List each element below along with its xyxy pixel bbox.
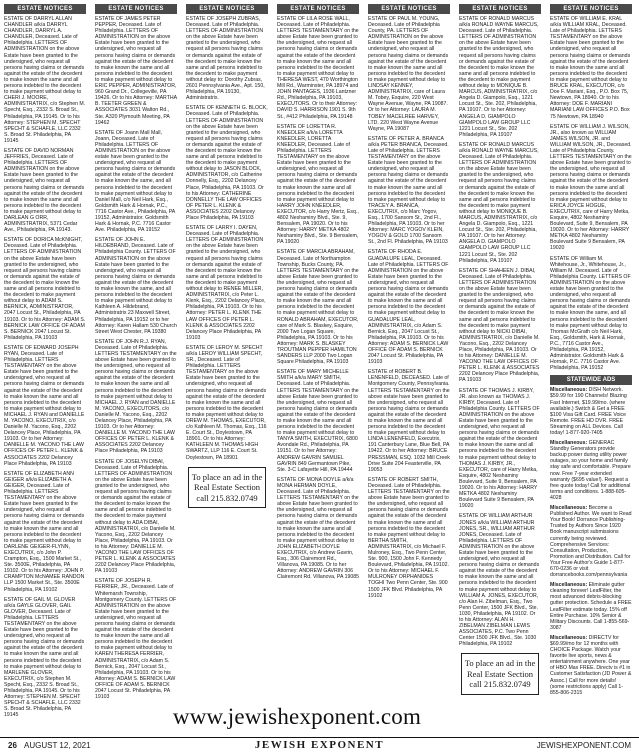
column-4	[277, 4, 359, 694]
statewide-ads-header: STATEWIDE ADS	[550, 375, 632, 385]
footer-website[interactable]: JEWISHEXPONENT.COM	[536, 741, 631, 750]
column-header: ESTATE NOTICES	[550, 4, 632, 14]
estate-notice: ESTATE OF RONALD MARCUS a/k/a RONALD WAYNE MARCUS, Deceased. Late of Philadelphia. LETTERS OF ADMINISTRATION on the above Estate have been granted to the undersigned, who request all persons having claims or demands against the estate of the decedent to make known the same and all persons indebted to the decedent to make payment without delay to MONIQUE B. MARCUS, ADMINISTRATRIX, c/o Angela D. Giampolo, Esq., 1221 Locust St., Ste. 202, Philadelphia, PA 19107. Or to her Attorney: ANGELA D. GIAMPOLO GIAMPOLO LAW GROUP LLC 1221 Locust St., Ste. 202 Philadelphia, PA 19107	[459, 141, 539, 264]
estate-notice: ESTATE OF SHAHEEN J. DIBAI, Deceased. Late of Philadelphia. LETTERS OF ADMINISTRATION on the above Estate have been granted to the undersigned, who request all persons having claims or demands against the estate of the decedent to make known the same and all persons indebted to the decedent to make payment without delay to NICKI DIBAI, ADMINISTRATRIX, c/o Danielle M. Yacono, Esq., 2202 Delancey Place, Philadelphia, PA 19103. Or to his Attorney: DANIELLE M. YACONO THE LAW OFFICES OF PETER L. KLENK & ASSOCIATES 2202 Delancey Place Philadelphia, PA 19103	[459, 267, 540, 384]
estate-notice: ESTATE OF MONA DOYLE a/k/a MONA HERMAN DOYLE, Deceased. Late of Philadelphia. LETTERS TESTAMENTARY on the above Estate have been granted to the undersigned, who request all persons having claims or demands against the estate of the decedent to make known the same and all persons indebted to the decedent to make payment without delay to JOHN ELIZABETH DOYLE EXECUTRIX, c/o Andrew Gavrin, Esq., 306 Clairemont Rd., Villanova, PA 19085. Or to her Attorney: ANDREW GAVRIN 306 Clairemont Rd. Villanova, PA 19085	[277, 476, 359, 581]
estate-notice: ESTATE OF PAUL M. YOUNG, Deceased. Late of Philadelphia County, PA. LETTERS OF ADMINISTRATION on the above Estate have been granted to the undersigned, who request all persons having claims or demands against the estate of the decedent to make known the same and all persons indebted to the decedent to make payment without delay to LINDSAY KENNEY, ADMINISTRATRIX, care of Laura M. Tobey, Esquire, 220 West Wayne Avenue, Wayne, PA 19087. Or to her Attorney: LAURA M. TOBEY MACELREE HARVEY, LTD. 220 West Wayne Avenue Wayne, PA 19087	[368, 16, 449, 132]
estate-notice: ESTATE OF JOSEPH R. FERRIER, JR., Deceased. Late of Whitemarsh Township, Montgomery County. LETTERS OF ADMINISTRATION on the above Estate have been granted to the undersigned, who request all persons having claims or demands against the estate of the decedent to make known the same and all persons indebted to the decedent to make payment without delay to KAREN THERESA FERRIER, ADMINISTRATRIX, c/o Adam S. Bernick, Esq., 2047 Locust St., Philadelphia, PA 19103. Or to his Attorney: ADAM S. BERNICK LAW OFFICE OF ADAM S. BERNICK 2047 Locust St. Philadelphia, PA 19103	[95, 578, 177, 701]
estate-notice: ESTATE OF KENNETH G. BLOCK, Deceased. Late of Philadelphia. LETTERS OF ADMINISTRATION on the above Estate have been granted to the undersigned, who request all persons having claims or demands against the estate of the decedent to make known the same and all persons indebted to the decedent to make payment without delay to JASON BLOCK, ADMINISTRATOR, c/o Catherine Donnelly, Esq., 2202 Delancey Place, Philadelphia, PA 19103. Or to his Attorney: CATHERINE DONNELLY THE LAW OFFICES OF PETER L. KLENK & ASSOCIATES 2202 Delancey Place Philadelphia, PA 19103	[186, 105, 268, 221]
estate-notice: ESTATE OF JAMES PETER PEPPER, Deceased. Late of Philadelphia. LETTERS OF ADMINISTRATION on the above Estate have been granted to the undersigned, who request all persons having claims or demands against the estate of the decedent to make known the same and all persons indebted to the decedent to make payment without delay to ERIC PEPPER, ADMINISTRATOR, 960 Grand Dr., Collegeville, PA 19426. Or to his Attorney: MARTHA B. TEETER GREEN & ASSOCIATES 3031 Walton Rd., Ste. A320 Plymouth Meeting, PA 19462	[95, 16, 177, 126]
misc-ad	[550, 440, 632, 501]
estate-notice: ESTATE OF WILLIAM E. KRAL a/k/a WILLIAM KRAL, Deceased. Late of Philadelphia. LETTERS TESTAMENTARY on the above Estate have been granted to the undersigned, who request all persons having claims or demands against the estate of the decedent to make known the same and all persons indebted to the decedent to make payment without delay to BRUCE KRAL, EXECUTOR, c/o Doe F. Mariani, Esq., P.O. Box 75, Newtown, PA 18940. Or to his Attorney: DOE F. MARIANI MARIANI LAW OFFICES P.O. Box 75 Newtown, PA 18940	[550, 16, 631, 120]
issue-date: AUGUST 12, 2021	[24, 741, 91, 750]
column-header: ESTATE NOTICES	[186, 4, 268, 14]
estate-notice: ESTATE of ROBERT B. LENENFELD, DECEASED. Late of Montgomery County, Pennsylvania. LETTERS TESTAMENTARY on the above estate have been granted to the undersigned, who request all persons having claims or demands against the estate of the decedent to make known the same and all persons indebted to the decedent to make payment without delay to LINDA LENENFELD, Executrix, 191 Canterbury Lane, Blue Bell, PA 19422. Or to her Attorney: BRUCE PRESSMAN, ESQ. 1032 Mill Creek Drive Suite 204 Feasterville, PA 19053	[368, 369, 450, 473]
misc-ad	[550, 387, 632, 436]
estate-notice: ESTATE OF DAVID NORMAN JEFFRIES, Deceased. Late of Philadelphia. LETTERS OF ADMINISTRATION on the above Estate have been granted to the undersigned, who request all persons having claims or demands against the estate of the decedent to make known the same and all persons indebted to the decedent to make payment without delay to DARLEAN G ORR, ADMINISTRATRIX, 5371 Cedar Ave., Philadelphia, PA 19143.	[4, 147, 85, 234]
misc-ad	[550, 505, 632, 578]
misc-ad-text: GENERAC Standby Generators provide backup power during utility power outages, so your home and family stay safe and comfortable. Prepare now. Free 7-year extended warranty ($695 value!). Request a free quote today! Call for additional terms and conditions. 1-888-605-4028	[550, 440, 631, 501]
estate-notice: ESTATE OF JOHN R.J. RYAN, Deceased. Late of Philadelphia. LETTERS TESTAMENTARY on the above Estate have been granted to the undersigned, who request all persons having claims or demands against the estate of the decedent to make known the same and all persons indebted to the decedent to make payment without delay to MICHAEL J. RYAN and DANIELLE M. YACONO, EXECUTORS, c/o Danielle M. Yacono, Esq., 2202 Delancey Place, Philadelphia, PA 19103. Or to her Attorney: DANIELLE M. YACONO THE LAW OFFICES OF PETER L. KLENK & ASSOCIATES 2202 Delancey Place Philadelphia, PA 19103	[95, 338, 177, 455]
estate-notice: ESTATE OF MARY MICHELLE SMITH a/k/a MARY SMITH, Deceased. Late of Philadelphia. LETTERS TESTAMENTARY on the above Estate have been granted to the undersigned, who request all persons having claims or demands against the estate of the decedent to make known the same and all persons indebted to the decedent to make payment without delay to TANYA SMITH, EXECUTRIX, 6800 Avondale Rd., Philadelphia, PA 19151. Or to her Attorney: ANDREW GAVRIN SAMUEL GAVRIN 849 Germantown Pike, Ste. 3-C Lafayette Hill, PA 19444	[277, 369, 359, 473]
column-2	[95, 4, 177, 731]
estate-notice: ESTATE OF Joann Mall Mall, Joann, Deceased. Late of Philadelphia. LETTERS OF ADMINISTRATION on the above estate have been granted to the undersigned, who request all persons having claims or demands against the estate of the decedent to make known the same, and all persons indebted to the decedent to make payment without delay to Daniel Mall, c/o Neil Hark, Esq., Goldsmith Hark & Hornak, P.C., 7716 Castor Ave., Philadelphia, PA 19152, Administrator. Goldsmith Hark & Hornak, P.C. 7716 Castor Ave. Philadelphia, PA 19152	[95, 129, 176, 234]
estate-notice: ESTATE OF JOSEPH ZUBRAS, Deceased. Late of Philadelphia. LETTERS OF ADMINISTRATION on the above Estate have been granted to the undersigned, who request all persons having claims or demands against the estate of the decedent to make known the same and all persons indebted to the decedent to make payment without delay to: Dorothy Zubras, 2601 Pennsylvania Ave., Apt. 150, Philadelphia, PA 19130, Administratrix.	[186, 16, 265, 102]
misc-ad-text: Become a Published Author. We want to Read Your Book! Dorrance Publishing-Trusted by Authors Since 1920 Book manuscript submissions currently being reviewed. Comprehensive Services: Consultation, Production, Promotion and Distribution. Call for Your Free Author's Guide 1-877-670-0236 or visit dorrancebooks.com/pennsylvania	[550, 505, 632, 579]
estate-notice: ESTATE OF William M. Whitehouse, Jr., Whitehouse, Jr., William M. Deceased. Late of Philadelphia County. LETTERS OF ADMINISTRATION on the above estate have been granted to the undersigned, who request all persons having claims or demands against the estate of the decedent to make known the same, and all persons indebted to the decedent to make payment without delay to Thomas McGrath c/o Neil Hark, Esq., Goldsmith, Hark & Hornak, P.C., 7716 Castor Ave., Philadelphia, PA 19152, Administrator. Goldsmith Hark & Hornak, P.C. 7716 Castor Ave. Philadelphia, PA 19152	[550, 255, 631, 372]
estate-notice: ESTATE OF PETER A. BRANCA a/k/a PETER BRANCA, Deceased. Late of Philadelphia. LETTERS TESTAMENTARY on the above Estate have been granted to the undersigned, who request all persons having claims or demands against the estate of the decedent to make known the same and all persons indebted to the decedent to make payment without delay to TRACEY A. BRANCA, EXECUTRIX, c/o Marc Yogov, Esq., 1700 Sansom St., 2nd Fl., Philadelphia, PA 19103. Or to her Attorney: MARC YOGOV KLEIN, YOGOV & GOLD 1700 Sansom St., 2nd Fl. Philadelphia, PA 19103	[368, 135, 449, 246]
column-6	[459, 4, 541, 731]
page-number: 26	[8, 741, 17, 750]
estate-notice: ESTATE OF JOHN E. HILDEBRAND, Deceased. Late of Philadelphia County. LETTERS OF ADMINISTRATION on the above Estate have been granted to the undersigned, who request all persons having claims or demands against the estate of the decedent to make known the same, and all persons indebted to the decedent to make payment without delay to Kathleen A. Hildebrand, Administratrix 23 Maxwell Street, Philadelphia, PA 19152 or to her Attorney: Karen Hallam 530 Church Street West Chester, PA 19380	[95, 237, 177, 335]
misc-ad-text: DISH Network. $59.99 for 190 Channels! Blazing Fast Internet, $19.99/mo. (where available.) Switch & Get a FREE $100 Visa Gift Card. FREE Voice Remote. FREE HD DVR. FREE Streaming on ALL Devices. Call today! 1-877-920-7405	[550, 387, 627, 436]
misc-ad-label: Miscellaneous:	[550, 505, 588, 512]
estate-notice: ESTATE OF GAIL M. GLOVER a/k/a GAYLE GLOVER, GAIL GLOVER, Deceased. Late of Philadelphia. LETTERS TESTAMENTARY on the above Estate have been granted to the undersigned, who request all persons having claims or demands against the estate of the decedent to make known the same and all persons indebted to the decedent to make payment without delay to MARLENE GLOVER, EXECUTRIX, c/o Stephen M. Specht, Esq., 2332 S. Broad St., Philadelphia, PA 19145. Or to his Attorney: STEPHEN M. SPECHT SPECHT & SCHAFLE, LLC 2332 S. Broad St. Philadelphia, PA 19145	[4, 596, 85, 719]
misc-ad	[550, 582, 632, 631]
estate-notice: ESTATE OF RHODA E. GUADALUPE LEAL, Deceased. Late of Philadelphia. LETTERS OF ADMINISTRATION on the above Estate have been granted to the undersigned, who request all persons having claims or demands against the estate of the decedent to make known the same and all persons indebted to the decedent to make payment without delay to GUADALUPE LEAL, ADMINISTRATRIX, c/o Adam S. Bernick, Esq., 2047 Locust St., Philadelphia, PA 19103. Or to his Attorney: ADAM S. BERNICK LAW OFFICE OF ADAM S. BERNICK 2047 Locust St. Philadelphia, PA 19103	[368, 249, 449, 366]
estate-notice: ESTATE OF LORETTA R. KNEEDLER a/k/a LORETTA KNEEDLER, LORETTA KNEEDLER, Deceased. Late of Philadelphia. LETTERS TESTAMENTARY on the above Estate have been granted to the undersigned, who request all persons having claims or demands against the estate of the decedent to make known the same and all persons indebted to the decedent to make payment without delay to HARRY JOHN KNEEDLER, EXECUTOR, c/o Harry Mertz, Esq., 4802 Neshaminy Blvd., Ste. 9, Bensalem, PA 19020. Or to his Attorney: HARRY METKA 4802 Neshaminy Blvd., Ste. 9 Bensalem, PA 19020	[277, 123, 359, 246]
column-header: ESTATE NOTICES	[95, 4, 177, 14]
estate-notice: ESTATE OF MARCIA ABRAHAM, Deceased. Late of Northampton Township, Bucks County, PA. LETTERS TESTAMENTARY on the above Estate have been granted to the undersigned, who request all persons having claims or demands against the estate of the decedent to make known the same and all persons indebted to the decedent to make payment without delay to RONALD ABRAHAM, EXECUTOR, care of Mark S. Blaskey, Esquire, 2000 Two Logan Square, Philadelphia, PA 19103. Or to his Attorney: MARK S. BLASKEY TROUTMAN PEPPER HAMILTON SANDERS LLP 2000 Two Logan Square Philadelphia, PA 19103	[277, 249, 359, 366]
estate-notice: ESTATE OF LEROY M. SPECHT a/k/a LEROY WILLIAM SPECHT, SR., Deceased. Late of Philadelphia. LETTERS TESTAMENTARY on the above Estate have been granted to the undersigned, who request all persons having claims or demands against the estate of the decedent to make known the same and all persons indebted to the decedent to make payment without delay to DREW M. THOMAS, EXECUTOR, c/o Kathleen M. Thomas, Esq., 116 E. Court St., Doylestown, PA 18901. Or to his Attorney: KATHLEEN M. THOMAS HIGH SWARTZ, LLP 116 E. Court St. Doylestown, PA 18901	[186, 344, 267, 461]
estate-notice: ESTATE OF ROBERT SMITH, Deceased. Late of Philadelphia. LETTERS TESTAMENTARY on the above Estate have been granted to the undersigned, who request all persons having claims or demands against the estate of the decedent to make known the same and all persons indebted to the decedent to make payment without delay to BERTHA SMITH, ADMINISTRATRIX, c/o Michael F. Mulroney, Esq., Two Penn Center, Ste. 900, 1500 John F. Kennedy Boulevard, Philadelphia, PA 19102. Or to his Attorney: MICHAEL F. MULRONEY ORPHANIDES TOGHI Two Penn Center, Ste. 900 1500 JFK Blvd. Philadelphia, PA 19102	[368, 476, 450, 599]
misc-ad-label: Miscellaneous:	[550, 387, 588, 394]
real-estate-ad-box: To place an ad in the Real Estate Section call 215.832.0749	[461, 653, 539, 695]
misc-ad	[550, 635, 632, 696]
misc-ad-label: Miscellaneous:	[550, 582, 588, 589]
column-1	[4, 4, 86, 731]
column-3	[186, 4, 268, 694]
page-footer	[0, 737, 639, 755]
misc-ad-text: DIRECTV for $69.99/mo for 12 months with CHOICE Package. Watch your favorite live sports, news & entertainment anywhere. One year of HBO Max FREE. Directv is #1 in Customer Satisfaction (JD Power & Assoc.) Call for more details! (some restrictions apply) Call 1-855-806-2315	[550, 634, 632, 696]
estate-notice: ESTATE OF WILLIAM J. WILSON, JR., also known as WILLIAM JAMES WILSON, JR. and WILLIAM WILSON, JR., Deceased. Late of Philadelphia County. LETTERS TESTAMENTARY on the above Estate have been granted to the undersigned, who request all persons having claims or demands against the estate of the decedent to make known the same and all persons indebted to the decedent to make payment without delay to ERICA JOYCE HOGUE, EXECUTRIX, care of Harry Metka, Esquire, 4802 Neshaminy Boulevard, Suite 9, Bensalem, PA 19020. Or to her Attorney: HARRY METKA 4802 Neshaminy Boulevard Suite 9 Bensalem, PA 19020	[550, 123, 632, 252]
real-estate-ad-box: To place an ad in the Real Estate Section call 215.832.0749	[188, 467, 266, 509]
estate-notice: ESTATE OF DORICA McKNIGHT, Deceased. Late of Philadelphia. LETTERS OF ADMINISTRATION on the above Estate have been granted to the undersigned, who request all persons having claims or demands against the estate of the decedent to make known the same and all persons indebted to the decedent to make payment without delay to ADAM S. BERNICK, ADMINISTRATOR, 2047 Locust St., Philadelphia, PA 19103. Or to his Attorney: ADAM S. BERNICK LAW OFFICE OF ADAM S. BERNICK 2047 Locust St. Philadelphia, PA 19103	[4, 237, 86, 341]
estate-notice: ESTATE OF THOMAS J. KIRBY, JR. also known as THOMAS J. KIRBY, Deceased. Late of Philadelphia County. LETTERS OF ADMINISTRATION on the above Estate have been granted to the undersigned, who request all persons having claims or demands against the estate of the decedent to make known the same and all persons indebted to the decedent to make payment without delay to THOMAS J. KIRBY, JR., EXECUTOR, care of Harry Metka, Esquire, 4802 Neshaminy Boulevard, Suite 9, Bensalem, PA 19020. Or to his Attorney: HARRY METKA 4802 Neshaminy Boulevard Suite 9 Bensalem, PA 19020	[459, 387, 540, 510]
misc-ad-label: Miscellaneous:	[550, 634, 588, 641]
column-header: ESTATE NOTICES	[368, 4, 450, 14]
website-url[interactable]: www.jewishexponent.com	[172, 704, 422, 729]
column-header: ESTATE NOTICES	[459, 4, 541, 14]
estate-notice: ESTATE OF LILA ROSE WALL, Deceased. Late of Philadelphia. LETTERS TESTAMENTARY on the above Estate have been granted to the undersigned, who request all persons having claims or demands against the estate of the decedent to make known the same and all persons indebted to the decedent to make payment without delay to THERESA WEST, 470 Worthington Mill Rd., Warminster, PA 18974 and JOHN PANTAGES, 1936 Lantzner Rd., Philadelphia, PA 19103, EXECUTORS. Or to their Attorney: DAVID S. HARRISON 1901 S. 9th St., #412 Philadelphia, PA 19148	[277, 16, 359, 120]
column-5	[368, 4, 450, 694]
column-header: ESTATE NOTICES	[277, 4, 359, 14]
estate-notice: ESTATE OF DARRYL ALLAN CHANDLER a/k/a DARRYL CHANDLER, DARRYL A. CHANDLER, Deceased. Late of Philadelphia. LETTERS OF ADMINISTRATION on the above Estate have been granted to the undersigned, who request all persons having claims or demands against the estate of the decedent to make known the same and all persons indebted to the decedent to make payment without delay to CHERI J. MOORE, ADMINISTRATRIX, c/o Stephen M. Specht, Esq., 2332 S. Broad St., Philadelphia, PA 19145. Or to his Attorney: STEPHEN M. SPECHT SPECHT & SCHAFLE, LLC 2332 S. Broad St. Philadelphia, PA 19145	[4, 16, 86, 144]
estate-notice: ESTATE OF ELIZABETH ANN GEIGER a/k/a ELIZABETH A. GEIGER, Deceased. Late of Philadelphia. LETTERS TESTAMENTARY on the above Estate have been granted to the undersigned, who request all persons having claims or demands against the estate of the decedent to make known the same and all persons indebted to the decedent to make payment without delay to DARLENE GEIGER-FLYNN, EXECUTRIX, c/o John P. Crampton, Esq., 1500 Market St., Ste. 3500E, Philadelphia, PA 19102. Or to his Attorney: JOHN P. CRAMPTON McNAMEE RANDON LLP 1500 Market St., Ste. 3500E Philadelphia, PA 19102	[4, 470, 85, 593]
estate-notice: ESTATE OF JOSELYN DIBAI, Deceased. Late of Philadelphia. LETTERS OF ADMINISTRATION on the above Estate have been granted to the undersigned, who request all persons having claims or demands against the estate of the decedent to make known the same and all persons indebted to the decedent to make payment without delay to ADA DIBAI, ADMINISTRATRIX, c/o Danielle M. Yacono, Esq., 2202 Delancey Place, Philadelphia, PA 19103. Or to his Attorney: DANIELLE M. YACONO THE LAW OFFICES OF PETER L. KLENK & ASSOCIATES 2202 Delancey Place Philadelphia, PA 19103	[95, 458, 176, 575]
estate-notice: ESTATE OF RONALD MARCUS a/k/a RONALD WAYNE MARCUS, Deceased. Late of Philadelphia. LETTERS OF ADMINISTRATION on the above Estate have been granted to the undersigned, who request all persons having claims or demands against the estate of the decedent to make known the same and all persons indebted to the decedent to make payment without delay to MONIQUE B. MARCUS, ADMINISTRATRIX, c/o Angela D. Giampolo, Esq., 1221 Locust St., Ste. 202, Philadelphia, PA 19107. Or to her Attorney: ANGELA D. GIAMPOLO GIAMPOLO LAW GROUP LLC 1221 Locust St., Ste. 202 Philadelphia, PA 19107	[459, 16, 539, 138]
misc-ad-label: Miscellaneous:	[550, 440, 588, 447]
estate-notice: ESTATE OF WILLIAM ARTHUR JONES a/k/a WILLIAM ARTHUR JONES, SR., WILLIAM ARTHUR JONES, Deceased. Late of Philadelphia. LETTERS OF ADMINISTRATION on the above Estate have been granted to the undersigned, who request all persons having claims or demands against the estate of the decedent to make known the same and all persons indebted to the decedent to make payment without delay to WILLIAM A. JONES, EXECUTOR, c/o Alan H. Zibelman, Esq., Two Penn Center, 1500 JFK Blvd., Ste. 1030, Philadelphia, PA 19102. Or to his Attorney: ALAN H. ZIBELMAN ZIBELMAN LEWIS ASSOCIATES, P.C. Two Penn Center 1500 JFK Blvd., Ste. 1030 Philadelphia, PA 19102	[459, 513, 540, 648]
misc-ad-text: Eliminate gutter cleaning forever! LeafFilter, the most advanced debris-blocking gutter protection. Schedule a FREE LeafFilter estimate today. 15% off Entire Purchase. 10% Senior & Military Discounts. Call 1-855-569-3087	[550, 582, 632, 631]
publication-name: JEWISH EXPONENT	[254, 739, 385, 751]
estate-notice: ESTATE OF EDWARD JOSEPH RYAN, Deceased. Late of Philadelphia. LETTERS TESTAMENTARY on the above Estate have been granted to the undersigned, who request all persons having claims or demands against the estate of the decedent to make known the same and all persons indebted to the decedent to make payment without delay to MICHAEL J. RYAN and DANIELLE M. YACONO, EXECUTRIX, c/o Danielle M. Yacono, Esq., 2202 Delancey Place, Philadelphia, PA 19103. Or to her Attorney: DANIELLE M. YACONO THE LAW OFFICES OF PETER L. KLENK & ASSOCIATES 2202 Delancey Place Philadelphia, PA 19103	[4, 344, 85, 467]
column-7	[550, 4, 632, 731]
column-header: ESTATE NOTICES	[4, 4, 86, 14]
estate-notice: ESTATE OF LARRY I. DAYEN, Deceased. Late of Philadelphia. LETTERS OF ADMINISTRATION on the above Estate have been granted to the undersigned, who request all persons having claims or demands against the estate of the decedent to make known the same and all persons indebted to the decedent to make payment without delay to RENEE MILLER, ADMINISTRATRIX, c/o Peter L. Klenk, Esq., 2202 Delancey Place, Philadelphia, PA 19103. Or to his Attorney: PETER L. KLENK THE LAW OFFICES OF PETER L. KLENK & ASSOCIATES 2202 Delancey Place Philadelphia, PA 19103	[186, 225, 266, 341]
classifieds-page	[4, 4, 635, 731]
